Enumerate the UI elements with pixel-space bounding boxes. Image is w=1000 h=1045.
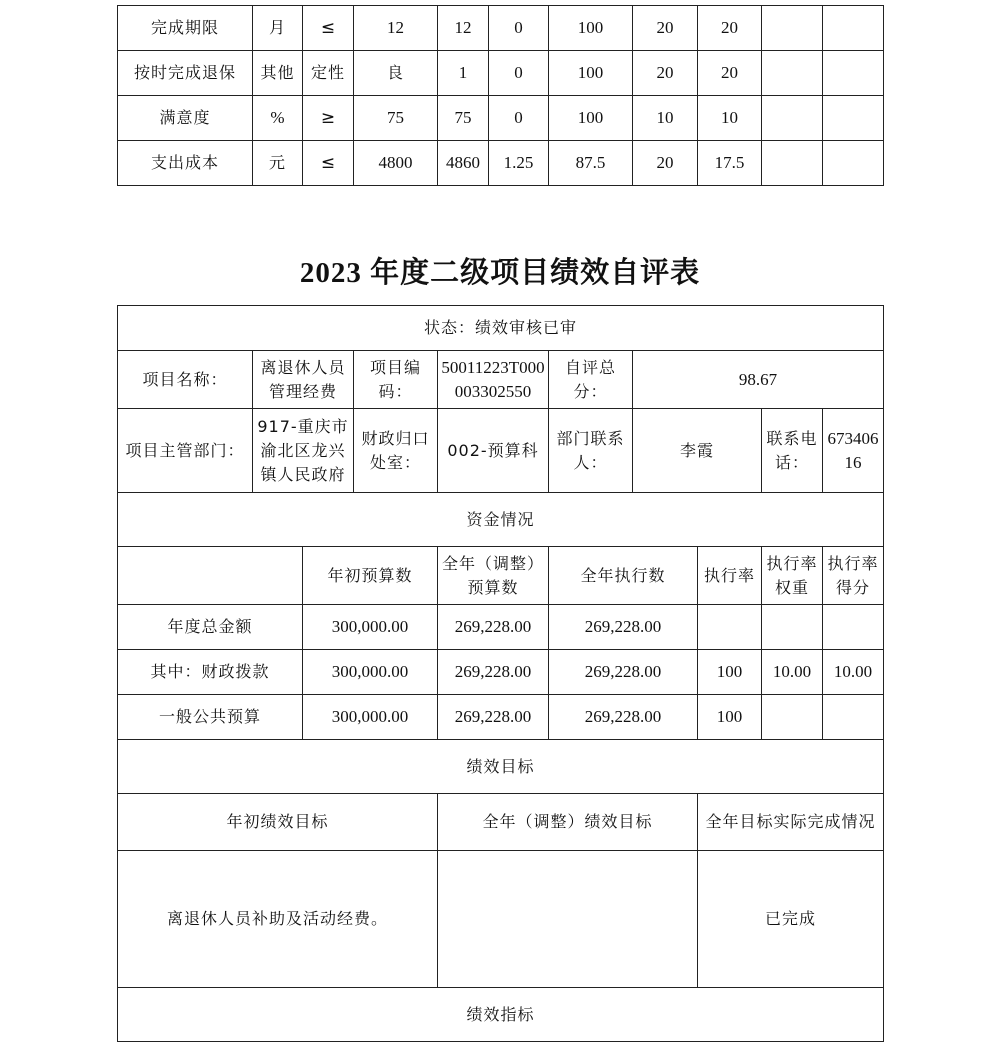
indicator-rate: 87.5 bbox=[549, 141, 633, 186]
phone-label: 联系电话： bbox=[762, 409, 823, 493]
funds-executed: 269,228.00 bbox=[549, 650, 698, 695]
indicator-unit: 月 bbox=[253, 6, 303, 51]
funds-row-label: 年度总金额 bbox=[118, 605, 303, 650]
goals-adjusted-value bbox=[438, 851, 698, 988]
goals-actual-value: 已完成 bbox=[698, 851, 884, 988]
empty-cell bbox=[762, 96, 823, 141]
contact-label: 部门联系人： bbox=[549, 409, 633, 493]
funds-weight bbox=[762, 605, 823, 650]
indicator-deviation: 1.25 bbox=[489, 141, 549, 186]
indicator-continuation-table bbox=[117, 5, 884, 186]
empty-cell bbox=[823, 141, 884, 186]
indicator-target: 12 bbox=[354, 6, 438, 51]
indicator-weight: 10 bbox=[633, 96, 698, 141]
table-row bbox=[118, 141, 884, 186]
indicator-actual: 12 bbox=[438, 6, 489, 51]
indicator-name: 按时完成退保 bbox=[118, 51, 253, 96]
indicators-section-row bbox=[118, 988, 884, 1042]
funds-row-label: 其中：财政拨款 bbox=[118, 650, 303, 695]
empty-cell bbox=[823, 96, 884, 141]
funds-row-label: 一般公共预算 bbox=[118, 695, 303, 740]
department-row bbox=[118, 409, 884, 493]
funds-rate: 100 bbox=[698, 695, 762, 740]
indicator-weight: 20 bbox=[633, 6, 698, 51]
funds-weight: 10.00 bbox=[762, 650, 823, 695]
indicator-rows bbox=[118, 6, 884, 186]
funds-header-rate: 执行率 bbox=[698, 547, 762, 605]
indicator-rate: 100 bbox=[549, 96, 633, 141]
indicator-weight: 20 bbox=[633, 141, 698, 186]
project-name-value: 离退休人员管理经费 bbox=[253, 351, 354, 409]
dept-label: 项目主管部门： bbox=[118, 409, 253, 493]
self-score-value: 98.67 bbox=[633, 351, 884, 409]
indicator-target: 良 bbox=[354, 51, 438, 96]
funds-row bbox=[118, 650, 884, 695]
dept-value: 917-重庆市渝北区龙兴镇人民政府 bbox=[253, 409, 354, 493]
goals-initial-value: 离退休人员补助及活动经费。 bbox=[118, 851, 438, 988]
self-score-label: 自评总分： bbox=[549, 351, 633, 409]
funds-adjusted: 269,228.00 bbox=[438, 605, 549, 650]
indicator-name: 支出成本 bbox=[118, 141, 253, 186]
funds-section-row bbox=[118, 493, 884, 547]
funds-rate bbox=[698, 605, 762, 650]
funds-header-adjusted: 全年（调整）预算数 bbox=[438, 547, 549, 605]
goals-header-actual: 全年目标实际完成情况 bbox=[698, 794, 884, 851]
funds-adjusted: 269,228.00 bbox=[438, 695, 549, 740]
table-row bbox=[118, 51, 884, 96]
document-title: 2023 年度二级项目绩效自评表 bbox=[299, 257, 701, 289]
status-row bbox=[118, 306, 884, 351]
funds-weight bbox=[762, 695, 823, 740]
empty-cell bbox=[823, 6, 884, 51]
indicator-deviation: 0 bbox=[489, 51, 549, 96]
empty-cell bbox=[823, 51, 884, 96]
indicator-operator: ≤ bbox=[303, 141, 354, 186]
project-code-label: 项目编码： bbox=[354, 351, 438, 409]
goals-header-initial: 年初绩效目标 bbox=[118, 794, 438, 851]
funds-score: 10.00 bbox=[823, 650, 884, 695]
funds-header-score: 执行率得分 bbox=[823, 547, 884, 605]
goals-header-row bbox=[118, 794, 884, 851]
funds-initial: 300,000.00 bbox=[303, 695, 438, 740]
project-name-label: 项目名称： bbox=[118, 351, 253, 409]
status-text: 状态：绩效审核已审 bbox=[118, 306, 884, 351]
indicator-operator: ≤ bbox=[303, 6, 354, 51]
funds-score bbox=[823, 605, 884, 650]
goals-value-row bbox=[118, 851, 884, 988]
indicator-target: 75 bbox=[354, 96, 438, 141]
self-evaluation-table bbox=[117, 305, 884, 1042]
indicator-unit: 元 bbox=[253, 141, 303, 186]
indicator-unit: % bbox=[253, 96, 303, 141]
indicator-score: 20 bbox=[698, 51, 762, 96]
indicator-deviation: 0 bbox=[489, 96, 549, 141]
funds-executed: 269,228.00 bbox=[549, 605, 698, 650]
empty-cell bbox=[762, 141, 823, 186]
phone-value: 67340616 bbox=[823, 409, 884, 493]
table-row bbox=[118, 6, 884, 51]
indicator-weight: 20 bbox=[633, 51, 698, 96]
indicator-score: 20 bbox=[698, 6, 762, 51]
empty-cell bbox=[762, 6, 823, 51]
indicator-actual: 75 bbox=[438, 96, 489, 141]
indicator-unit: 其他 bbox=[253, 51, 303, 96]
indicator-name: 完成期限 bbox=[118, 6, 253, 51]
funds-header-row bbox=[118, 547, 884, 605]
goals-header-adjusted: 全年（调整）绩效目标 bbox=[438, 794, 698, 851]
funds-header-empty bbox=[118, 547, 303, 605]
funds-header-weight: 执行率权重 bbox=[762, 547, 823, 605]
funds-initial: 300,000.00 bbox=[303, 605, 438, 650]
table-row bbox=[118, 96, 884, 141]
indicator-actual: 4860 bbox=[438, 141, 489, 186]
indicator-deviation: 0 bbox=[489, 6, 549, 51]
indicator-rate: 100 bbox=[549, 51, 633, 96]
funds-header-initial: 年初预算数 bbox=[303, 547, 438, 605]
funds-section-label: 资金情况 bbox=[118, 493, 884, 547]
empty-cell bbox=[762, 51, 823, 96]
funds-rate: 100 bbox=[698, 650, 762, 695]
funds-initial: 300,000.00 bbox=[303, 650, 438, 695]
indicator-actual: 1 bbox=[438, 51, 489, 96]
funds-executed: 269,228.00 bbox=[549, 695, 698, 740]
indicator-score: 10 bbox=[698, 96, 762, 141]
goals-section-label: 绩效目标 bbox=[118, 740, 884, 794]
indicator-name: 满意度 bbox=[118, 96, 253, 141]
funds-row bbox=[118, 605, 884, 650]
indicator-operator: 定性 bbox=[303, 51, 354, 96]
office-value: 002-预算科 bbox=[438, 409, 549, 493]
contact-value: 李霞 bbox=[633, 409, 762, 493]
indicator-target: 4800 bbox=[354, 141, 438, 186]
project-code-value: 50011223T000003302550 bbox=[438, 351, 549, 409]
funds-header-executed: 全年执行数 bbox=[549, 547, 698, 605]
indicator-operator: ≥ bbox=[303, 96, 354, 141]
indicator-rate: 100 bbox=[549, 6, 633, 51]
project-info-row bbox=[118, 351, 884, 409]
indicators-section-label: 绩效指标 bbox=[118, 988, 884, 1042]
funds-score bbox=[823, 695, 884, 740]
funds-adjusted: 269,228.00 bbox=[438, 650, 549, 695]
office-label: 财政归口处室： bbox=[354, 409, 438, 493]
funds-row bbox=[118, 695, 884, 740]
goals-section-row bbox=[118, 740, 884, 794]
indicator-score: 17.5 bbox=[698, 141, 762, 186]
